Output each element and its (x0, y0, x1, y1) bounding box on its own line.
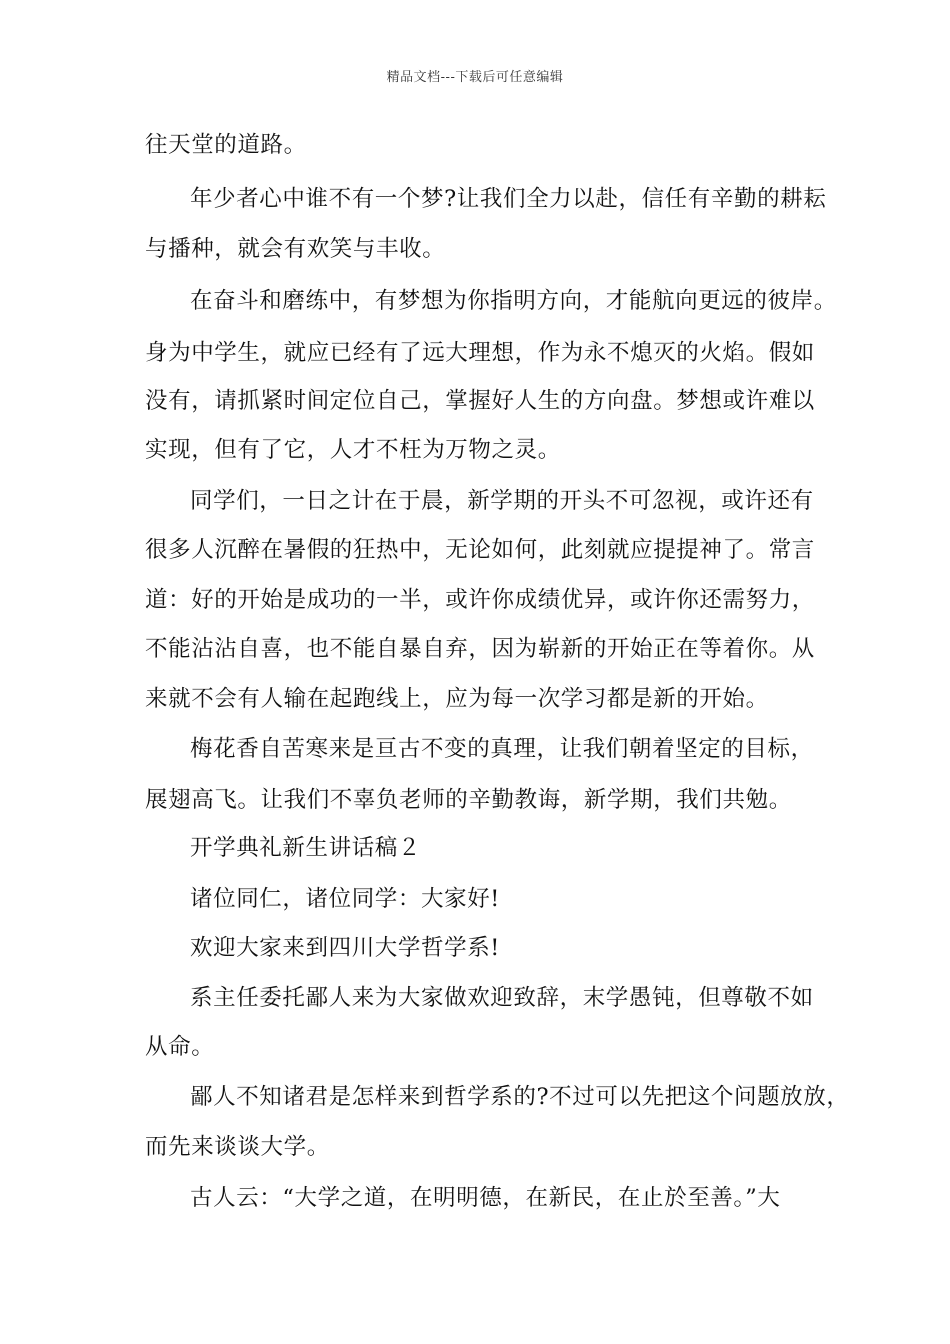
text-line: 同学们，一日之计在于晨，新学期的开头不可忽视，或许还有 (190, 488, 814, 514)
text-line: 系主任委托鄙人来为大家做欢迎致辞，末学愚钝，但尊敬不如 (190, 985, 814, 1011)
text-line: 很多人沉醉在暑假的狂热中，无论如何，此刻就应提提神了。常言 (145, 537, 815, 563)
text-line: 梅花香自苦寒来是亘古不变的真理，让我们朝着坚定的目标， (190, 736, 814, 762)
text-line: 实现，但有了它，人才不枉为万物之灵。 (145, 437, 561, 463)
text-line: 展翅高飞。让我们不辜负老师的辛勤教诲，新学期，我们共勉。 (145, 787, 792, 813)
text-line: 往天堂的道路。 (145, 132, 307, 158)
text-line: 而先来谈谈大学。 (145, 1134, 330, 1160)
text-line: 古人云：“大学之道，在明明德，在新民，在止於至善。”大 (190, 1185, 781, 1211)
text-line: 在奋斗和磨练中，有梦想为你指明方向，才能航向更远的彼岸。 (190, 288, 837, 314)
text-line: 欢迎大家来到四川大学哲学系! (190, 935, 500, 961)
text-line: 开学典礼新生讲话稿２ (190, 835, 422, 861)
text-line: 身为中学生，就应已经有了远大理想，作为永不熄灭的火焰。假如 (145, 340, 815, 366)
text-line: 从命。 (145, 1034, 215, 1060)
text-line: 鄙人不知诸君是怎样来到哲学系的?不过可以先把这个问题放放， (190, 1084, 850, 1110)
page-header: 精品文档---下载后可任意编辑 (386, 70, 564, 85)
text-line: 没有，请抓紧时间定位自己，掌握好人生的方向盘。梦想或许难以 (145, 388, 815, 414)
text-line: 来就不会有人输在起跑线上，应为每一次学习都是新的开始。 (145, 686, 769, 712)
text-line: 不能沾沾自喜，也不能自暴自弃，因为崭新的开始正在等着你。从 (145, 636, 815, 662)
text-line: 诸位同仁，诸位同学：大家好! (190, 886, 500, 912)
text-line: 与播种，就会有欢笑与丰收。 (145, 236, 446, 262)
text-line: 道：好的开始是成功的一半，或许你成绩优异，或许你还需努力， (145, 587, 815, 613)
text-line: 年少者心中谁不有一个梦?让我们全力以赴，信任有辛勤的耕耘 (190, 186, 827, 212)
